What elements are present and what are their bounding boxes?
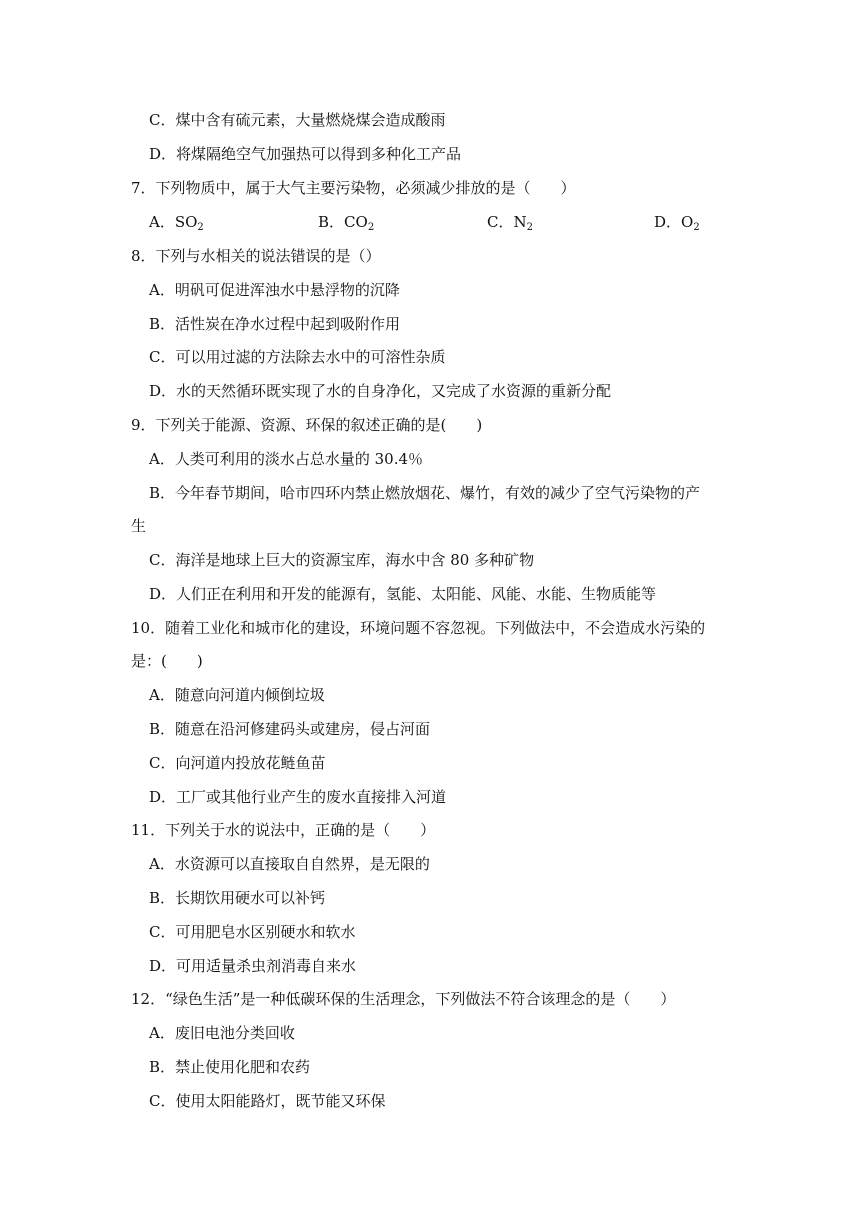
q11-option-b: B．长期饮用硬水可以补钙 [149,889,326,907]
q6-option-c: C．煤中含有硫元素，大量燃烧煤会造成酸雨 [149,111,446,129]
q10-option-d: D．工厂或其他行业产生的废水直接排入河道 [149,788,447,806]
question-12: 12．“绿色生活”是一种低碳环保的生活理念，下列做法不符合该理念的是（ ） [131,990,676,1008]
q9-option-a: A．人类可利用的淡水占总水量的 30.4％ [149,450,424,468]
q10-option-c: C．向河道内投放花鲢鱼苗 [149,754,326,772]
q7-option-a: A．$SO_2$ [149,213,204,233]
q10-option-b: B．随意在沿河修建码头或建房，侵占河面 [149,720,431,738]
q10-option-a: A．随意向河道内倾倒垃圾 [149,686,325,704]
q12-option-b: B．禁止使用化肥和农药 [149,1058,311,1076]
question-10: 10．随着工业化和城市化的建设，环境问题不容忽视。下列做法中，不会造成水污染的 [131,619,706,637]
q7-option-b: B．$CO_2$ [318,213,375,233]
q9-option-d: D．人们正在利用和开发的能源有，氢能、太阳能、风能、水能、生物质能等 [149,585,657,603]
q7-option-d: D．$O_2$ [654,213,700,233]
q11-option-a: A．水资源可以直接取自自然界，是无限的 [149,855,430,873]
q11-option-d: D．可用适量杀虫剂消毒自来水 [149,957,357,975]
q9-option-b-continued: 生 [131,517,147,535]
q7-option-c: C．$N_2$ [487,213,533,233]
q7-options-row [149,212,749,232]
q6-option-d: D．将煤隔绝空气加强热可以得到多种化工产品 [149,145,462,163]
q8-option-a: A．明矾可促进浑浊水中悬浮物的沉降 [149,281,400,299]
question-7: 7．下列物质中，属于大气主要污染物，必须减少排放的是（ ） [131,179,576,197]
q8-option-b: B．活性炭在净水过程中起到吸附作用 [149,315,401,333]
q9-option-c: C．海洋是地球上巨大的资源宝库，海水中含 80 多种矿物 [149,551,535,569]
question-9: 9．下列关于能源、资源、环保的叙述正确的是( ) [131,416,483,434]
q12-option-c: C．使用太阳能路灯，既节能又环保 [149,1092,386,1110]
q12-option-a: A．废旧电池分类回收 [149,1024,295,1042]
q8-option-c: C．可以用过滤的方法除去水中的可溶性杂质 [149,348,446,366]
q8-option-d: D．水的天然循环既实现了水的自身净化，又完成了水资源的重新分配 [149,382,612,400]
question-11: 11．下列关于水的说法中，正确的是（ ） [131,821,436,839]
question-10-continued: 是：( ) [131,652,203,670]
q9-option-b: B．今年春节期间，哈市四环内禁止燃放烟花、爆竹，有效的减少了空气污染物的产 [149,484,701,502]
question-8: 8．下列与水相关的说法错误的是（） [131,247,381,265]
q11-option-c: C．可用肥皂水区别硬水和软水 [149,923,356,941]
